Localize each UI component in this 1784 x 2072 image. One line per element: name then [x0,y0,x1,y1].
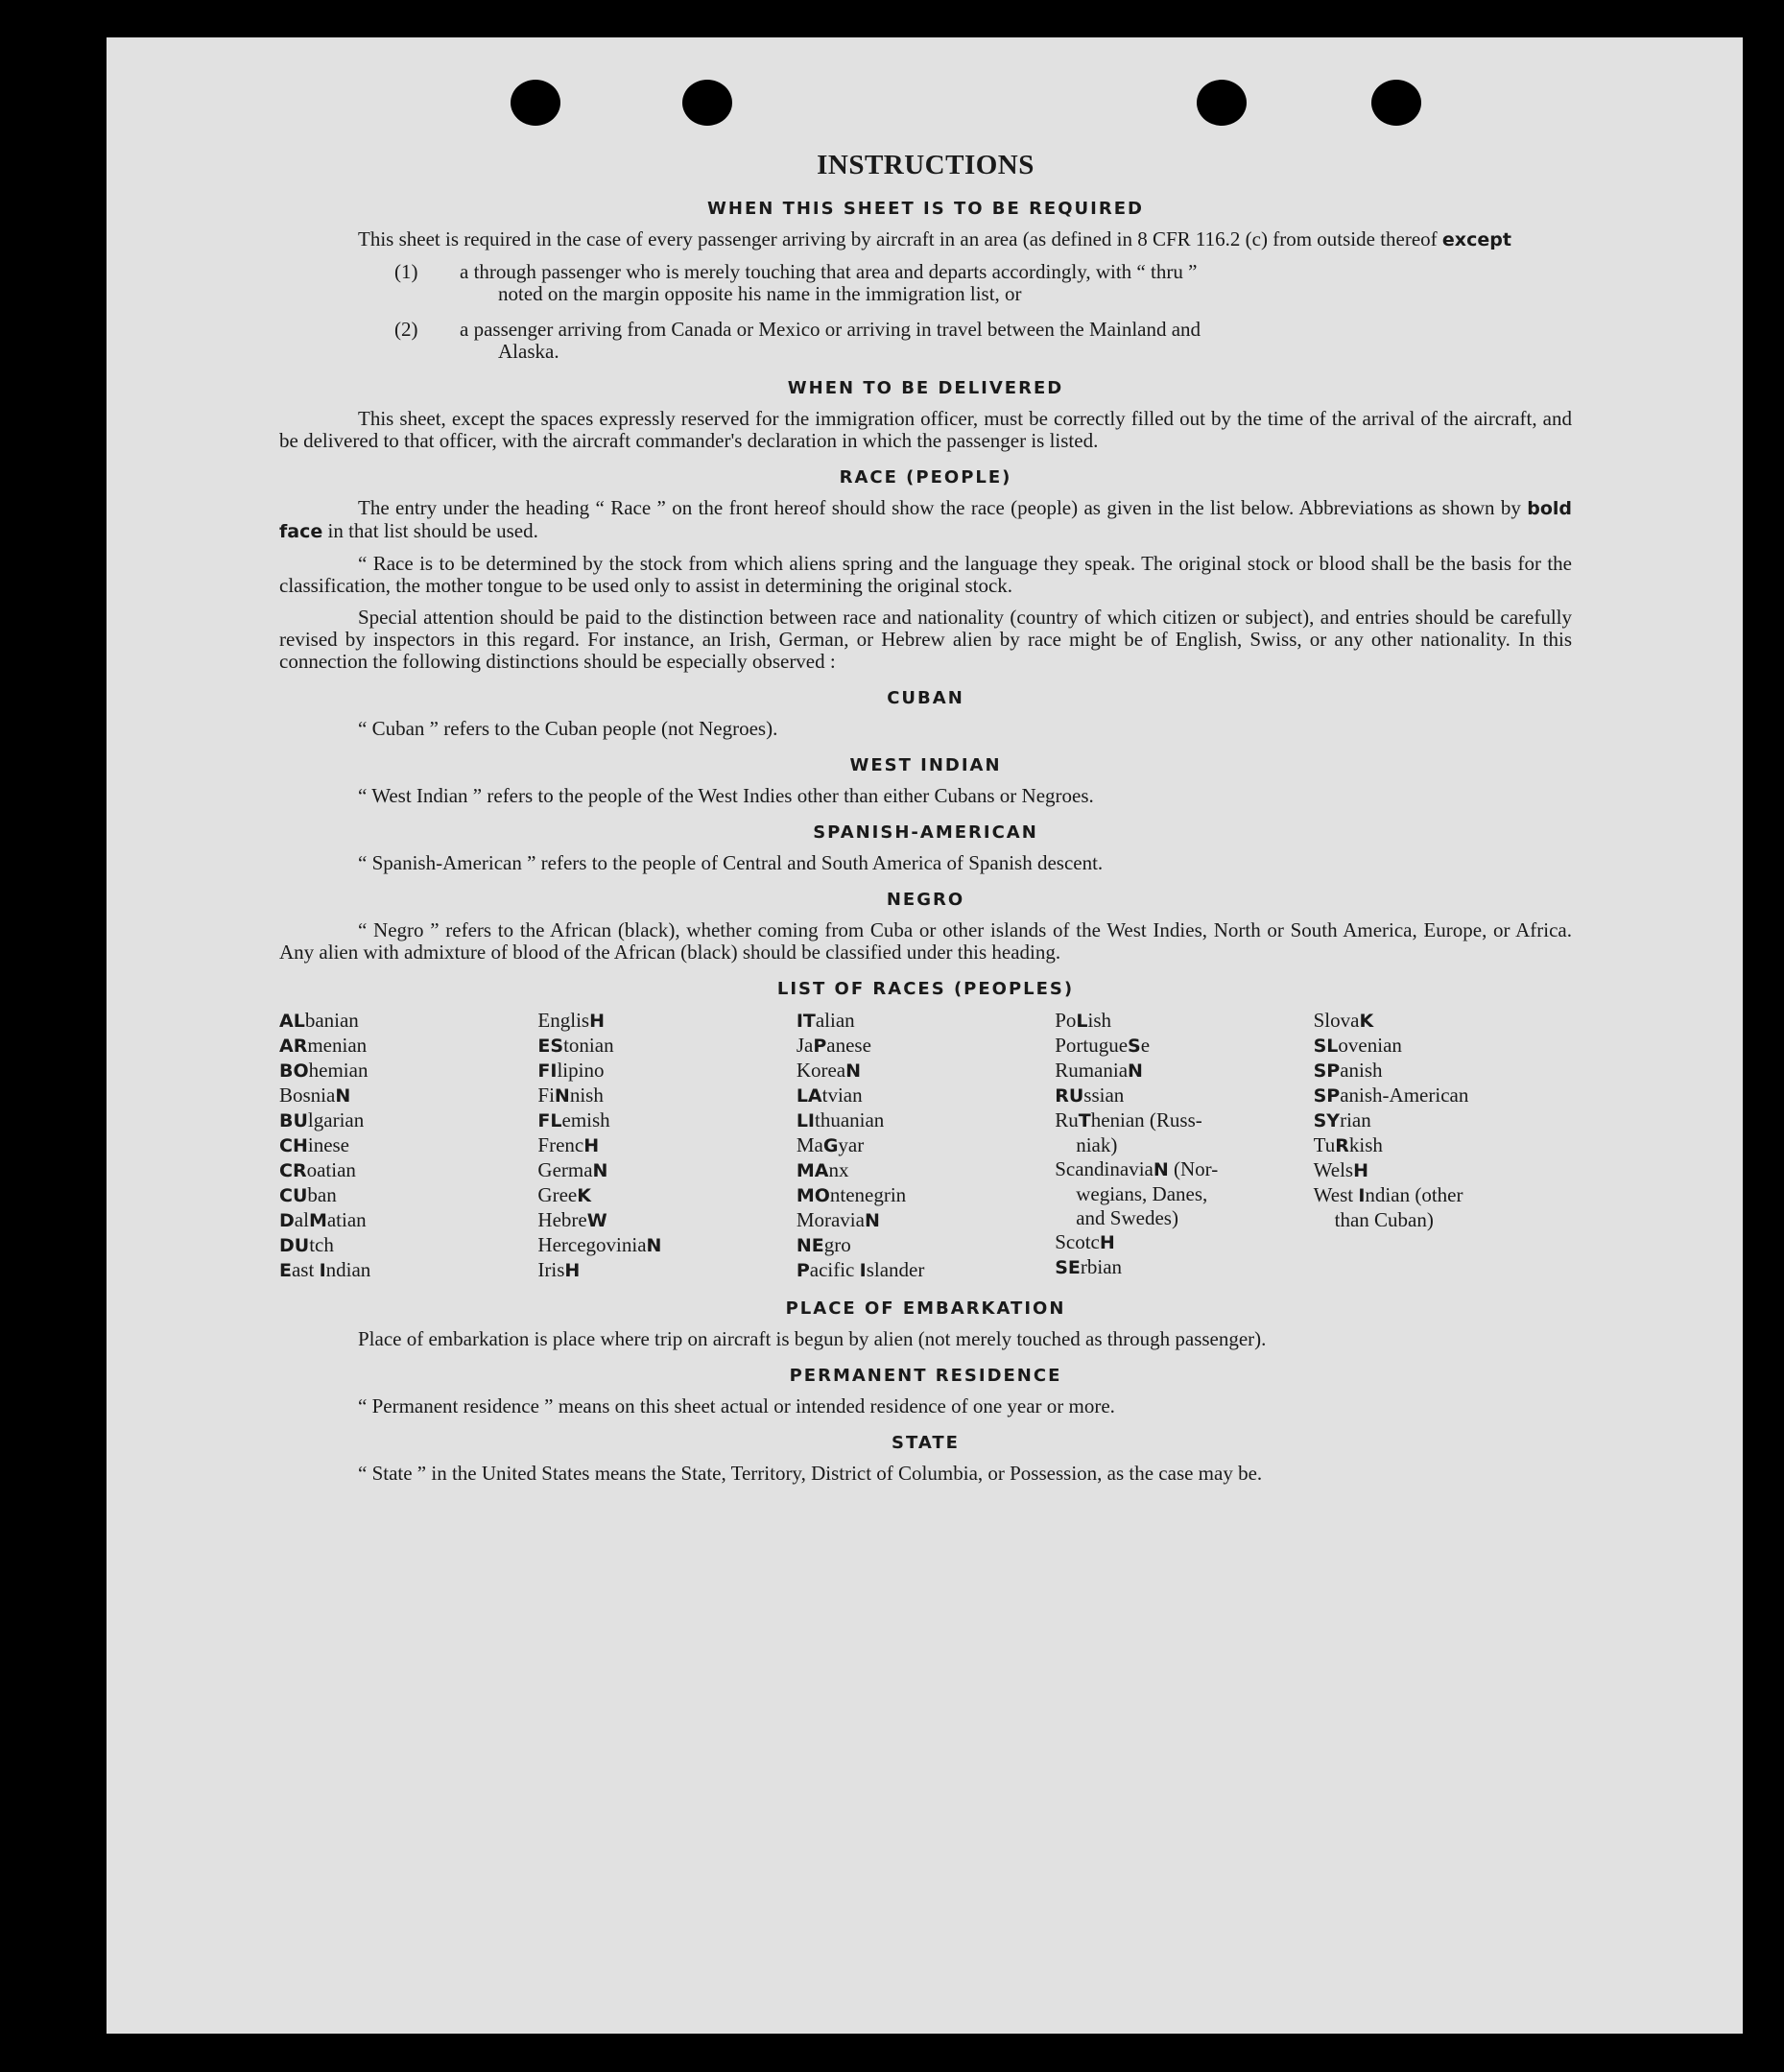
race-entry: ITalian [796,1009,855,1032]
race-list [279,1009,1572,1283]
race-entry: FiNnish [537,1084,604,1107]
exception-text-continued: Alaska. [498,340,559,363]
race-entry: GermaN [537,1158,608,1181]
paragraph-race-nationality: Special attention should be paid to the distinction between race and nationality (country of which citizen or subject), and entries should be carefully revised by inspectors in this regard. For instance, an Irish, German, or Hebrew alien by race might be of English, Swiss, or any other nationality. In this connection the following distinctions should be especially observed : [279,606,1572,673]
race-entry: RuThenian (Russ- [1055,1108,1202,1131]
race-entry: LAtvian [796,1084,863,1107]
race-entry: than Cuban) [1334,1208,1434,1231]
race-column [1314,1009,1572,1283]
race-entry: RumaniaN [1055,1059,1143,1082]
race-column [279,1009,537,1283]
race-entry: JaPanese [796,1034,871,1057]
race-entry: HebreW [537,1208,607,1231]
race-entry: RUssian [1055,1084,1125,1107]
race-entry: FLemish [537,1108,610,1131]
paragraph-spanish-american: “ Spanish-American ” refers to the people of Central and South America of Spanish descent. [358,851,1104,874]
race-entry: MOntenegrin [796,1183,907,1206]
race-entry: PortugueSe [1055,1034,1151,1057]
paragraph-required: This sheet is required in the case of every passenger arriving by aircraft in an area (as defined in 8 CFR 116.2 (c) from outside thereof except [358,227,1511,250]
race-column [797,1009,1055,1283]
paragraph-embarkation: Place of embarkation is place where trip on aircraft is begun by alien (not merely touched as through passenger). [358,1327,1267,1350]
exception-item [394,319,1572,363]
race-entry: WelsH [1313,1158,1368,1181]
exception-number: (2) [394,318,418,341]
race-entry: SPanish [1313,1059,1383,1082]
paragraph-delivered: This sheet, except the spaces expressly reserved for the immigration officer, must be correctly filled out by the time of the arrival of the aircraft, and be delivered to that officer, with the aircraft commander's declaration in which the passenger is listed. [279,407,1572,452]
race-entry: wegians, Danes, [1076,1182,1208,1205]
exception-item [394,261,1572,305]
heading-negro: NEGRO [886,890,965,910]
heading-cuban: CUBAN [887,688,964,708]
instructions-content [279,150,1572,1494]
race-entry: SlovaK [1313,1009,1374,1032]
punch-hole [1371,80,1421,126]
race-entry: IrisH [537,1258,581,1281]
race-entry: and Swedes) [1076,1206,1178,1229]
punch-hole [511,80,560,126]
race-entry: HercegoviniaN [537,1233,662,1256]
paragraph-cuban: “ Cuban ” refers to the Cuban people (not Negroes). [358,717,778,740]
race-entry: GreeK [537,1183,591,1206]
race-entry: ScandinaviaN (Nor- [1055,1157,1219,1180]
race-entry: EnglisH [537,1009,605,1032]
heading-list-of-races: LIST OF RACES (PEOPLES) [776,979,1075,999]
race-column [1055,1009,1313,1283]
paragraph-west-indian: “ West Indian ” refers to the people of the West Indies other than either Cubans or Negroes. [358,784,1094,807]
race-entry: BUlgarian [279,1108,365,1131]
heading-permanent-residence: PERMANENT RESIDENCE [789,1366,1062,1386]
race-entry: KoreaN [796,1059,862,1082]
heading-race: RACE (PEOPLE) [839,467,1012,488]
except-word: except [1441,229,1511,250]
race-entry: SLovenian [1313,1034,1402,1057]
race-entry: ALbanian [279,1009,359,1032]
race-entry: MAnx [796,1158,849,1181]
race-entry: West Indian (other [1313,1183,1463,1206]
race-entry: SErbian [1055,1255,1123,1278]
race-entry: SYrian [1313,1108,1371,1131]
race-entry: BosniaN [279,1084,351,1107]
race-entry: FrencH [537,1133,600,1156]
race-entry: niak) [1076,1133,1118,1156]
paragraph-race-stock: “ Race is to be determined by the stock from which aliens spring and the language they speak. The original stock or blood shall be the basis for the classification, the mother tongue to be used only to assist in determining the original stock. [279,552,1572,597]
heading-when-required: WHEN THIS SHEET IS TO BE REQUIRED [707,199,1144,219]
exception-text: a through passenger who is merely touching that area and departs accordingly, with “ thru ” [460,260,1198,283]
paragraph-state: “ State ” in the United States means the State, Territory, District of Columbia, or Possession, as the case may be. [358,1462,1263,1485]
race-entry: Pacific Islander [796,1258,925,1281]
race-entry: PoLish [1055,1009,1112,1032]
race-entry: ARmenian [279,1034,368,1057]
race-entry: FIlipino [537,1059,605,1082]
heading-when-delivered: WHEN TO BE DELIVERED [787,378,1064,398]
race-entry: ScotcH [1055,1230,1115,1253]
heading-spanish-american: SPANISH-AMERICAN [813,822,1038,843]
race-entry: East Indian [279,1258,371,1281]
exception-text: a passenger arriving from Canada or Mexico or arriving in travel between the Mainland and [460,318,1201,341]
paragraph-negro: “ Negro ” refers to the African (black), whether coming from Cuba or other islands of the West Indies, North or South America, Europe, or Africa. Any alien with admixture of blood of the African (black) should be classified under this heading. [279,918,1572,964]
exception-text-continued: noted on the margin opposite his name in the immigration list, or [498,282,1022,305]
bold-face-phrase: bold face [279,498,1572,542]
document-page [107,37,1743,2034]
heading-state: STATE [892,1433,960,1453]
paragraph-permanent-residence: “ Permanent residence ” means on this sheet actual or intended residence of one year or more. [358,1394,1115,1417]
race-entry: DUtch [279,1233,334,1256]
race-entry: MaGyar [796,1133,865,1156]
race-entry: LIthuanian [796,1108,885,1131]
race-entry: BOhemian [279,1059,369,1082]
paragraph-race-entry: The entry under the heading “ Race ” on the front hereof should show the race (people) as given in the list below. Abbreviations as shown by bold face in that list should be used. [279,496,1572,542]
race-entry: CRoatian [279,1158,356,1181]
race-entry: TuRkish [1313,1133,1383,1156]
race-entry: EStonian [537,1034,614,1057]
punch-hole [682,80,732,126]
race-entry: CUban [279,1183,337,1206]
heading-embarkation: PLACE OF EMBARKATION [785,1298,1066,1319]
race-entry: SPanish-American [1313,1084,1469,1107]
race-entry: NEgro [796,1233,851,1256]
exception-number: (1) [394,260,418,283]
punch-hole [1197,80,1247,126]
race-entry: MoraviaN [796,1208,880,1231]
page-title: INSTRUCTIONS [817,150,1035,180]
race-entry: CHinese [279,1133,350,1156]
heading-west-indian: WEST INDIAN [849,755,1002,775]
race-entry: DalMatian [279,1208,367,1231]
race-column [537,1009,796,1283]
